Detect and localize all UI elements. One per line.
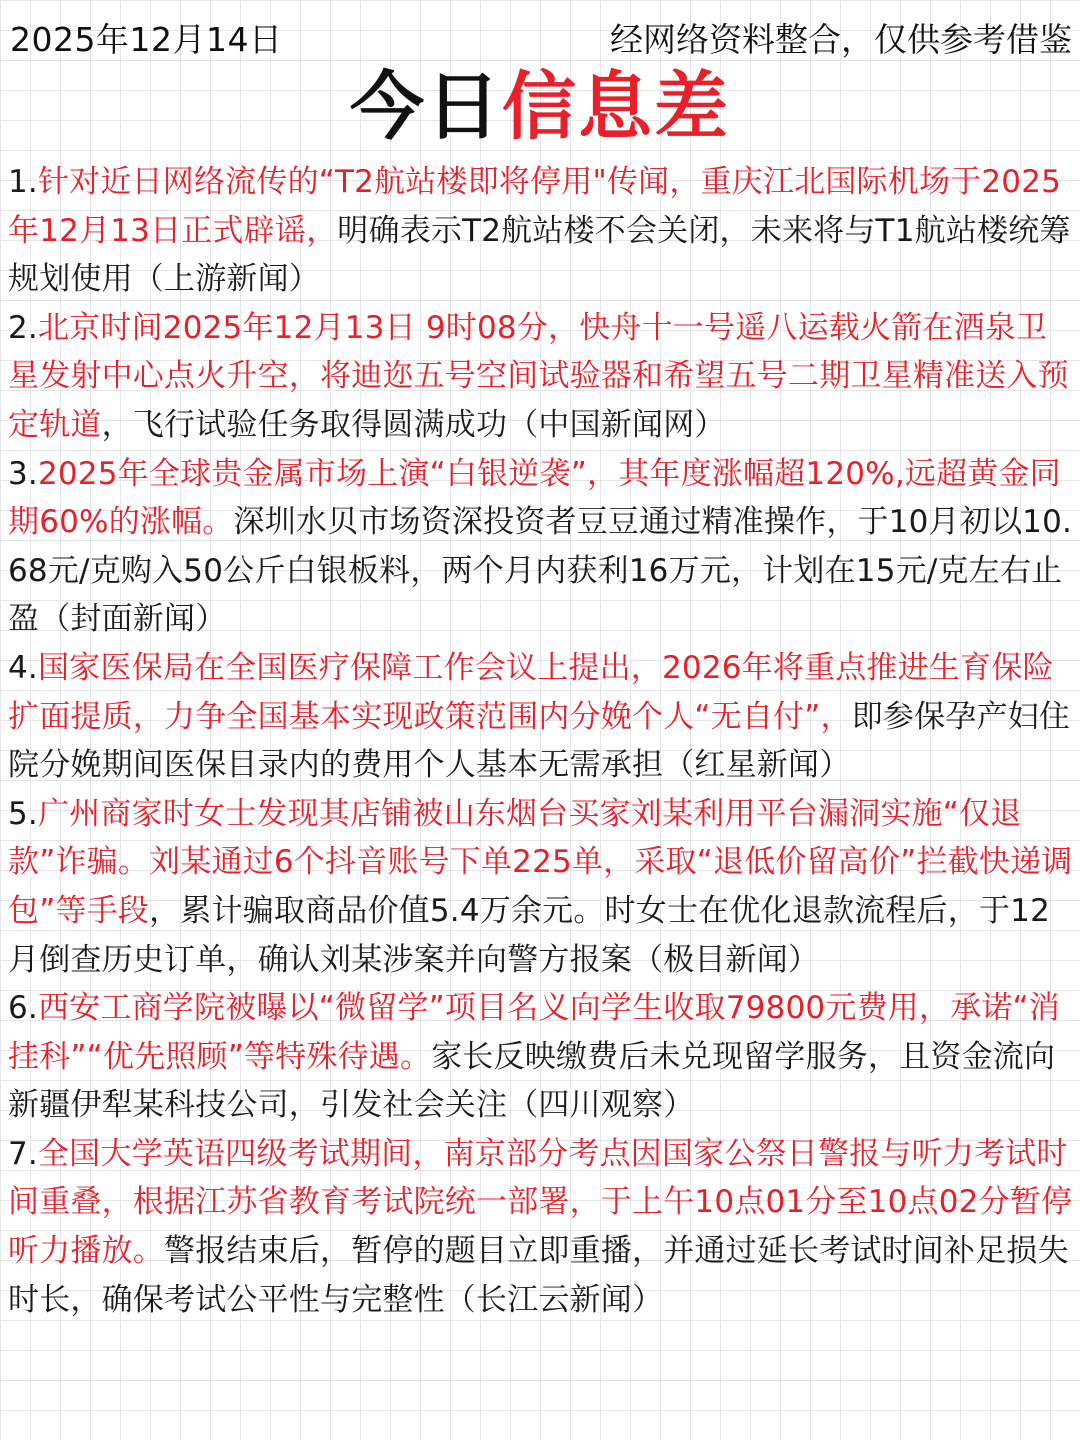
news-item-number: 1. — [8, 164, 38, 200]
news-item-number: 7. — [8, 1135, 38, 1172]
news-item — [8, 790, 1074, 984]
news-item-text: ，累计骗取商品价值5.4万余元。时女士在优化退款流程后，于12月倒查历史订单，确认刘某涉案并向警方报案（极目新闻） — [8, 892, 1051, 978]
title-red-part: 信息差 — [502, 64, 730, 150]
news-item-highlight: 国家医保局在全国医疗保障工作会议上提出，2026年将重点推进生育保险扩面提质，力争全国基本实现政策范围内分娩个人“无自付”， — [8, 649, 1054, 735]
news-item-number: 5. — [8, 795, 38, 832]
news-item-highlight: 西安工商学院被曝以“微留学”项目名义向学生收取79800元费用，承诺“消挂科”“优先照顾”等特殊待遇。 — [8, 990, 1060, 1075]
title-black-part: 今日 — [350, 64, 502, 150]
news-item-highlight: 广州商家时女士发现其店铺被山东烟台买家刘某利用平台漏洞实施“仅退款”诈骗。刘某通过6个抖音账号下单225单，采取“退低价留高价”拦截快递调包”等手段 — [8, 795, 1073, 929]
news-item-text: 警报结束后，暂停的题目立即重播，并通过延长考试时间补足损失时长，确保考试公平性与完整性（长江云新闻） — [8, 1233, 1069, 1318]
news-item-number: 2. — [8, 309, 38, 346]
news-item-text: 深圳水贝市场资深投资者豆豆通过精准操作，于10月初以10. 68元/克购入50公斤白银板料，两个月内获利16万元，计划在15元/克左右止盈（封面新闻） — [8, 504, 1073, 638]
news-item-text: 家长反映缴费后未兑现留学服务，且资金流向新疆伊犁某科技公司，引发社会关注（四川观察） — [8, 1038, 1056, 1124]
header-date: 2025年12月14日 — [10, 19, 283, 59]
news-item — [8, 450, 1074, 644]
header-note: 经网络资料整合，仅供参考借鉴 — [610, 19, 1072, 59]
news-item — [8, 304, 1074, 450]
news-item-number: 6. — [8, 990, 38, 1027]
news-item-number: 4. — [8, 649, 38, 686]
header — [10, 14, 1072, 60]
page-title — [0, 64, 1080, 150]
news-item — [8, 1130, 1074, 1324]
news-item-text: 明确表示T2航站楼不会关闭，未来将与T1航站楼统筹规划使用（上游新闻） — [8, 212, 1071, 298]
news-item — [8, 644, 1074, 790]
news-item-highlight: 针对近日网络流传的“T2航站楼即将停用"传闻，重庆江北国际机场于2025年12月13日正式辟谣， — [8, 164, 1062, 249]
news-item-text: 即参保孕产妇住院分娩期间医保目录内的费用个人基本无需承担（红星新闻） — [8, 698, 1071, 784]
news-item-highlight: 北京时间2025年12月13日 9时08分，快舟十一号遥八运载火箭在酒泉卫星发射中心点火升空，将迪迩五号空间试验器和希望五号二期卫星精准送入预定轨道 — [8, 309, 1069, 443]
news-item — [8, 984, 1074, 1130]
news-item — [8, 158, 1074, 304]
news-list — [8, 158, 1074, 1324]
news-item-text: ，飞行试验任务取得圆满成功（中国新闻网） — [101, 406, 726, 443]
news-item-highlight: 2025年全球贵金属市场上演“白银逆袭”，其年度涨幅超120%,远超黄金同期60%的涨幅。 — [8, 455, 1061, 541]
news-item-highlight: 全国大学英语四级考试期间，南京部分考点因国家公祭日警报与听力考试时间重叠，根据江苏省教育考试院统一部署，于上午10点01分至10点02分暂停听力播放。 — [8, 1135, 1073, 1270]
news-item-number: 3. — [8, 455, 38, 492]
